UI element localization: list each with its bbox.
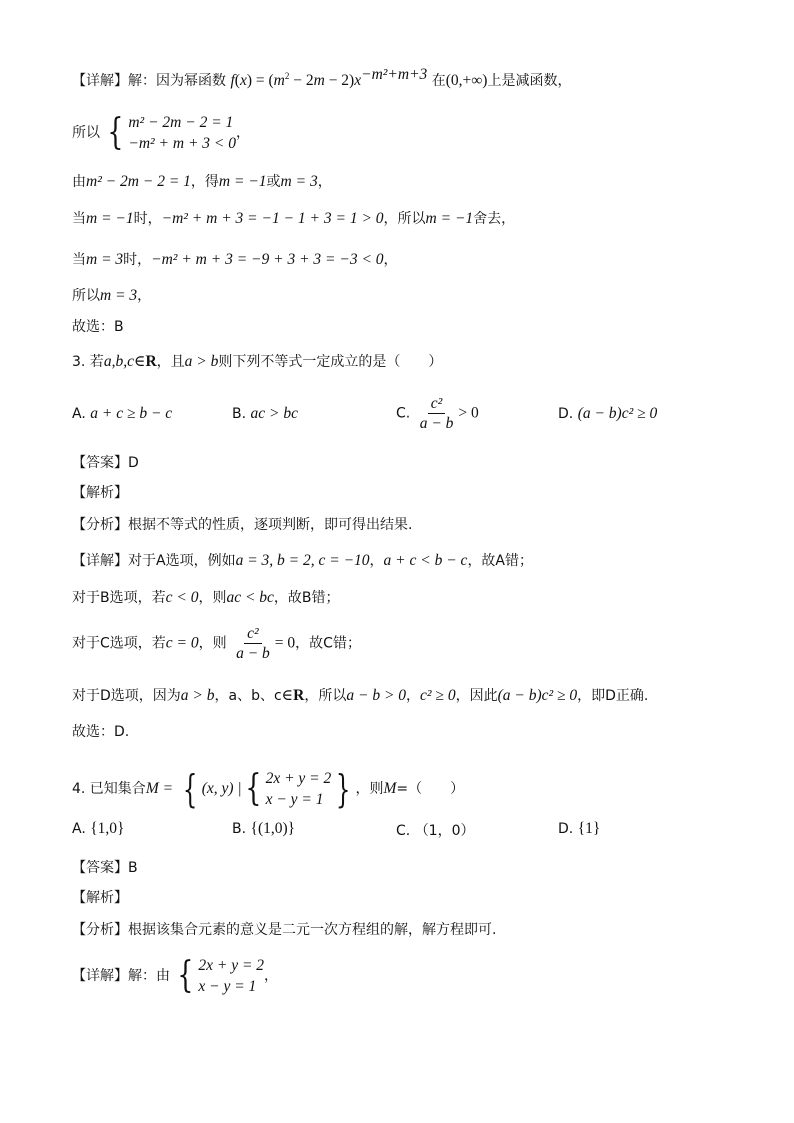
solution-line-7: 故选：B xyxy=(72,319,124,335)
equation-system: { 2x + y = 2 x − y = 1 xyxy=(177,955,265,996)
fraction: $\frac{\text{c²}}{a - b}$ xyxy=(236,625,270,662)
fraction: $\frac{\text{c²}}{a - b}$ xyxy=(419,395,454,432)
left-brace-icon: { xyxy=(107,112,124,153)
q3-choose: 故选：D. xyxy=(72,724,130,740)
equation-system: { m² − 2m − 2 = 1 −m² + m + 3 < 0 xyxy=(107,112,236,153)
solution-line-4: 当m = −1时，−m² + m + 3 = −1 − 1 + 3 = 1 > 0，所以m = −1舍去， xyxy=(72,210,516,227)
solution-line-3: 由m² − 2m − 2 = 1，得m = −1或m = 3， xyxy=(72,173,332,190)
q4-fenxi: 【分析】根据该集合元素的意义是二元一次方程组的解，解方程即可. xyxy=(72,922,497,938)
q4-option-c[interactable]: C. （1，0） xyxy=(396,823,475,839)
q3-option-b[interactable]: B. ac > bc xyxy=(232,405,298,422)
question-3-stem: 3. 若a,b,c∈R，且a > b则下列不等式一定成立的是（ ） xyxy=(72,353,443,370)
question-4-stem: 4. 已知集合M = { (x, y) | { 2x + y = 2 x − y = 1 } ，则M=（ ） xyxy=(72,767,465,811)
set-builder: { (x, y) | { 2x + y = 2 x − y = 1 } xyxy=(182,767,351,811)
left-brace-icon: { xyxy=(177,955,194,996)
detail-tag: 【详解】 xyxy=(72,73,128,89)
q4-option-d[interactable]: D. {1} xyxy=(558,820,601,837)
q3-detail-d: 对于D选项，因为a > b，a、b、c∈R，所以a − b > 0，c² ≥ 0，因此(a − b)c² ≥ 0，即D正确. xyxy=(72,687,649,704)
q3-answer: 【答案】D xyxy=(72,455,139,471)
q3-detail-b: 对于B选项，若c < 0，则ac < bc，故B错； xyxy=(72,589,340,606)
left-brace-icon: { xyxy=(182,767,197,811)
q4-answer: 【答案】B xyxy=(72,860,138,876)
q4-option-b[interactable]: B. {(1,0)} xyxy=(232,820,296,837)
q4-option-a[interactable]: A. {1,0} xyxy=(72,820,125,837)
solution-line-1: 【详解】解：因为幂函数 $f(x) = (m^2 - 2m - 2)x^{-m^2+m+3}$ 在(0,+∞)上是减函数， xyxy=(72,66,572,89)
q3-option-c[interactable]: C. $\frac{\text{c²}}{a - b}$ > 0 xyxy=(396,395,479,432)
power-function-formula: f xyxy=(230,72,235,89)
solution-line-5: 当m = 3时，−m² + m + 3 = −9 + 3 + 3 = −3 < 0， xyxy=(72,251,398,268)
q4-analysis-heading: 【解析】 xyxy=(72,890,128,906)
q3-fenxi: 【分析】根据不等式的性质，逐项判断，即可得出结果. xyxy=(72,517,413,533)
q3-detail-c: 对于C选项，若c = 0，则 $\frac{\text{c²}}{a - b}$ = 0，故C错； xyxy=(72,625,361,662)
q3-option-a[interactable]: A. a + c ≥ b − c xyxy=(72,405,173,422)
q3-detail-a: 【详解】对于A选项，例如a = 3, b = 2, c = −10，a + c < b − c，故A错； xyxy=(72,552,534,569)
right-brace-icon: } xyxy=(336,767,351,811)
left-brace-icon: { xyxy=(245,768,262,809)
solution-line-6: 所以m = 3， xyxy=(72,287,152,304)
q3-analysis-heading: 【解析】 xyxy=(72,485,128,501)
q4-detail: 【详解】解：由 { 2x + y = 2 x − y = 1 ， xyxy=(72,955,279,996)
solution-line-2: 所以 { m² − 2m − 2 = 1 −m² + m + 3 < 0 ， xyxy=(72,112,250,153)
q3-option-d[interactable]: D. (a − b)c² ≥ 0 xyxy=(558,405,658,422)
